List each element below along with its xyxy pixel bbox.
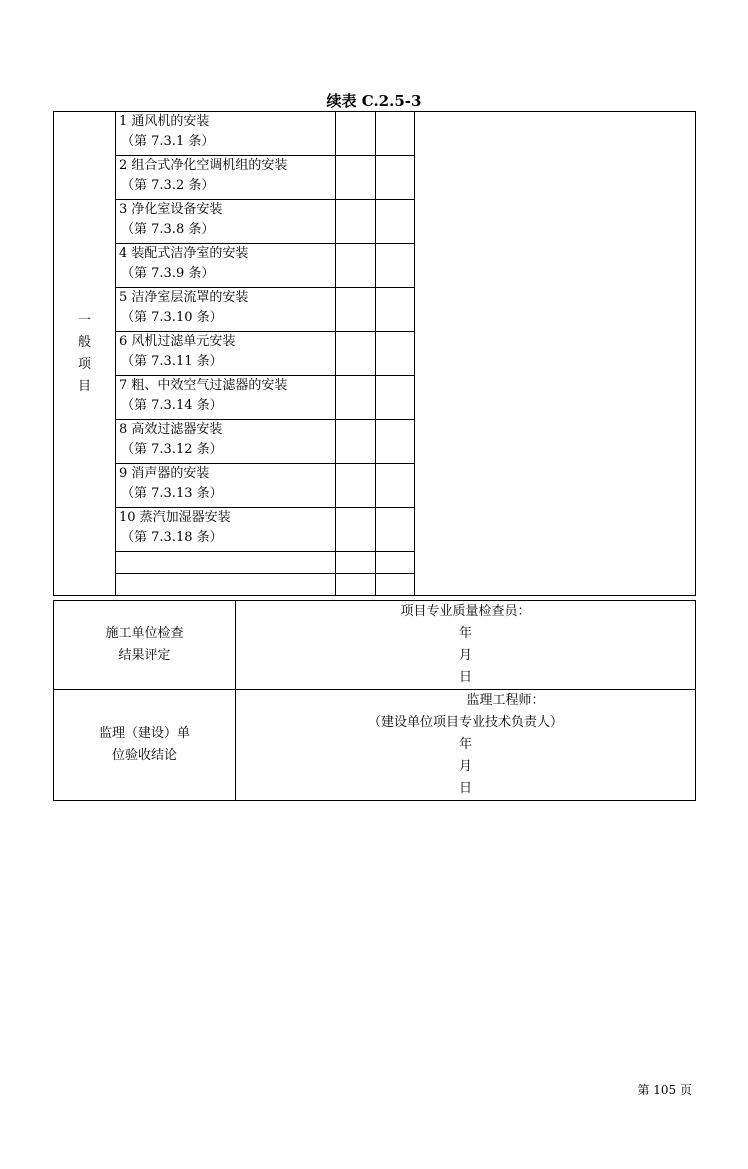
check-cell[interactable] [336,552,376,574]
month-label: 月 [458,759,472,774]
engineer-label: 监理工程师： [466,693,545,708]
category-char: 一 [77,312,91,328]
item-name: 6 风机过滤单元安装 [119,334,236,349]
supervision-label-line1: 监理（建设）单 [98,726,190,741]
item-ref: （第 7.3.9 条） [121,266,215,281]
item-cell [116,112,336,156]
year-label: 年 [458,737,472,752]
check-cell[interactable] [336,200,376,244]
item-cell [116,288,336,332]
category-char: 目 [77,378,91,394]
check-cell[interactable] [376,552,415,574]
item-name: 1 通风机的安装 [119,114,210,129]
page-number: 第 105 页 [637,1083,692,1097]
day-label: 日 [458,781,472,796]
item-cell[interactable] [116,574,336,596]
table-row [54,112,696,156]
supervision-label-line2: 位验收结论 [111,748,177,763]
check-cell[interactable] [376,420,415,464]
item-cell [116,244,336,288]
item-cell [116,156,336,200]
item-name: 7 粗、中效空气过滤器的安装 [119,378,288,393]
item-cell [116,420,336,464]
item-ref: （第 7.3.10 条） [121,310,223,325]
check-cell[interactable] [336,112,376,156]
item-ref: （第 7.3.2 条） [121,178,215,193]
supervision-content[interactable] [236,690,696,801]
category-char: 项 [77,356,91,372]
check-cell[interactable] [376,288,415,332]
item-ref: （第 7.3.12 条） [121,442,223,457]
item-cell[interactable] [116,552,336,574]
remarks-cell[interactable] [415,112,696,596]
check-cell[interactable] [376,508,415,552]
item-ref: （第 7.3.18 条） [121,530,223,545]
item-ref: （第 7.3.11 条） [121,354,223,369]
check-cell[interactable] [336,508,376,552]
check-cell[interactable] [376,156,415,200]
day-label: 日 [458,670,472,685]
item-ref: （第 7.3.1 条） [121,134,215,149]
category-char: 般 [77,334,91,350]
construction-label [54,601,236,690]
check-cell[interactable] [336,420,376,464]
item-name: 4 装配式洁净室的安装 [119,246,249,261]
item-cell [116,200,336,244]
check-cell[interactable] [336,464,376,508]
check-cell[interactable] [376,200,415,244]
inspection-table [53,111,696,596]
year-label: 年 [458,626,472,641]
check-cell[interactable] [336,574,376,596]
check-cell[interactable] [376,244,415,288]
check-cell[interactable] [336,376,376,420]
check-cell[interactable] [376,464,415,508]
check-cell[interactable] [336,244,376,288]
item-cell [116,508,336,552]
item-name: 9 消声器的安装 [119,466,210,481]
signoff-table [53,600,696,801]
item-cell [116,332,336,376]
check-cell[interactable] [376,332,415,376]
item-name: 2 组合式净化空调机组的安装 [119,158,288,173]
construction-sign-line [236,601,695,689]
item-name: 10 蒸汽加湿器安装 [119,510,231,525]
construction-content[interactable] [236,601,696,690]
construction-label-line2: 结果评定 [118,648,171,663]
item-cell [116,376,336,420]
item-cell [116,464,336,508]
category-cell [54,112,116,596]
check-cell[interactable] [376,112,415,156]
check-cell[interactable] [336,156,376,200]
item-name: 5 洁净室层流罩的安装 [119,290,249,305]
check-cell[interactable] [336,288,376,332]
month-label: 月 [458,648,472,663]
check-cell[interactable] [336,332,376,376]
item-ref: （第 7.3.8 条） [121,222,215,237]
item-name: 8 高效过滤器安装 [119,422,223,437]
supervision-label [54,690,236,801]
page-title: 续表 C.2.5-3 [326,92,422,110]
construction-row [54,601,696,690]
construction-label-line1: 施工单位检查 [105,626,184,641]
item-ref: （第 7.3.13 条） [121,486,223,501]
supervision-row [54,690,696,801]
supervision-sign-line [236,712,695,800]
item-ref: （第 7.3.14 条） [121,398,223,413]
inspector-label: 项目专业质量检查员： [400,604,531,619]
check-cell[interactable] [376,376,415,420]
item-name: 3 净化室设备安装 [119,202,223,217]
check-cell[interactable] [376,574,415,596]
owner-label: （建设单位项目专业技术负责人） [367,715,563,730]
